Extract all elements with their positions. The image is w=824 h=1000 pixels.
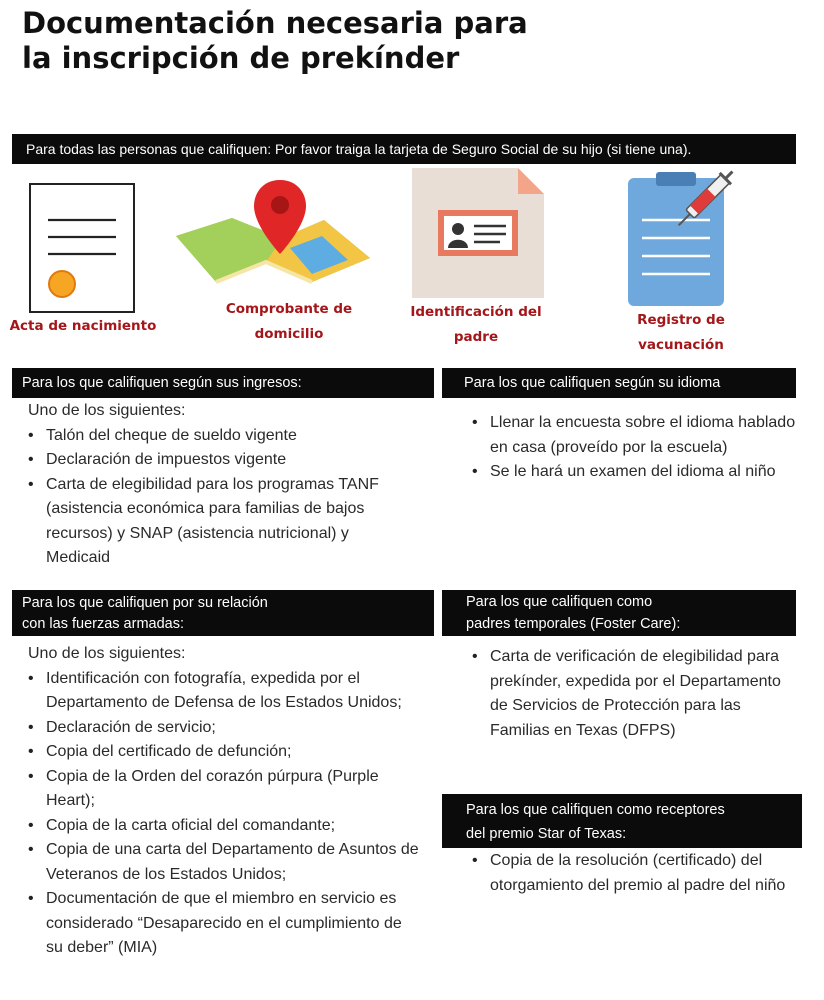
- military-header-line1: Para los que califiquen por su relación: [22, 595, 268, 611]
- income-section-header: Para los que califiquen según sus ingresos:: [12, 368, 434, 398]
- star-list: [466, 849, 802, 898]
- foster-list: [466, 645, 796, 743]
- foster-header-line1: Para los que califiquen como: [466, 594, 653, 610]
- military-list: [22, 667, 422, 961]
- all-applicants-banner: Para todas las personas que califiquen: Por favor traiga la tarjeta de Seguro Social de su hijo (si tiene una).: [12, 134, 796, 164]
- language-section-header: Para los que califiquen según su idioma: [442, 368, 796, 398]
- military-intro: Uno de los siguientes:: [28, 645, 186, 662]
- list-item: • Llenar la encuesta sobre el idioma hablado en casa (proveído por la escuela): [466, 411, 796, 460]
- income-list: [22, 424, 394, 571]
- list-item: • Copia del certificado de defunción;: [22, 740, 422, 765]
- list-item: • Copia de una carta del Departamento de Asuntos de Veteranos de los Estados Unidos;: [22, 838, 422, 887]
- star-header-line1: Para los que califiquen como receptores: [466, 802, 725, 818]
- income-section: [22, 399, 394, 571]
- icon-caption-parent-id: Identificación del padre: [410, 304, 542, 345]
- list-item: • Copia de la Orden del corazón púrpura (Purple Heart);: [22, 765, 422, 814]
- id-card-icon: [410, 166, 546, 300]
- list-item: • Documentación de que el miembro en servicio es considerado “Desaparecido en el cumplimiento de su deber” (MIA): [22, 887, 422, 961]
- star-header-line2: del premio Star of Texas:: [466, 826, 627, 842]
- military-section-header: [12, 590, 434, 636]
- map-pin-icon: [172, 176, 372, 306]
- list-item: • Copia de la carta oficial del comandante;: [22, 814, 422, 839]
- icon-caption-birth-certificate: Acta de nacimiento: [9, 318, 157, 334]
- list-item: • Carta de elegibilidad para los programas TANF (asistencia económica para familias de bajos recursos) y SNAP (asistencia nutricional) y Medicaid: [22, 473, 394, 571]
- star-section-header: [442, 794, 802, 848]
- foster-header-line2: padres temporales (Foster Care):: [466, 616, 681, 632]
- military-section: [22, 642, 422, 961]
- list-item: • Declaración de impuestos vigente: [22, 448, 394, 473]
- vaccine-record-icon: [624, 168, 748, 308]
- document-seal-icon: [28, 182, 138, 314]
- icon-caption-vaccination-record: Registro de vacunación: [637, 312, 725, 353]
- star-section: [466, 849, 802, 898]
- foster-section-header: [442, 590, 796, 636]
- foster-section: [466, 645, 796, 743]
- language-list: [466, 411, 796, 485]
- language-section: [466, 411, 796, 485]
- list-item: • Talón del cheque de sueldo vigente: [22, 424, 394, 449]
- list-item: • Declaración de servicio;: [22, 716, 422, 741]
- list-item: • Identificación con fotografía, expedida por el Departamento de Defensa de los Estados Unidos;: [22, 667, 422, 716]
- list-item: • Copia de la resolución (certificado) del otorgamiento del premio al padre del niño: [466, 849, 802, 898]
- list-item: • Carta de verificación de elegibilidad para prekínder, expedida por el Departamento de Servicios de Protección para las Familias en Texas (DFPS): [466, 645, 796, 743]
- list-item: • Se le hará un examen del idioma al niño: [466, 460, 796, 485]
- military-header-line2: con las fuerzas armadas:: [22, 616, 184, 632]
- income-intro: Uno de los siguientes:: [28, 402, 186, 419]
- icon-caption-proof-of-address: Comprobante de domicilio: [225, 301, 353, 342]
- page-title: Documentación necesaria para la inscripción de prekínder: [22, 6, 528, 75]
